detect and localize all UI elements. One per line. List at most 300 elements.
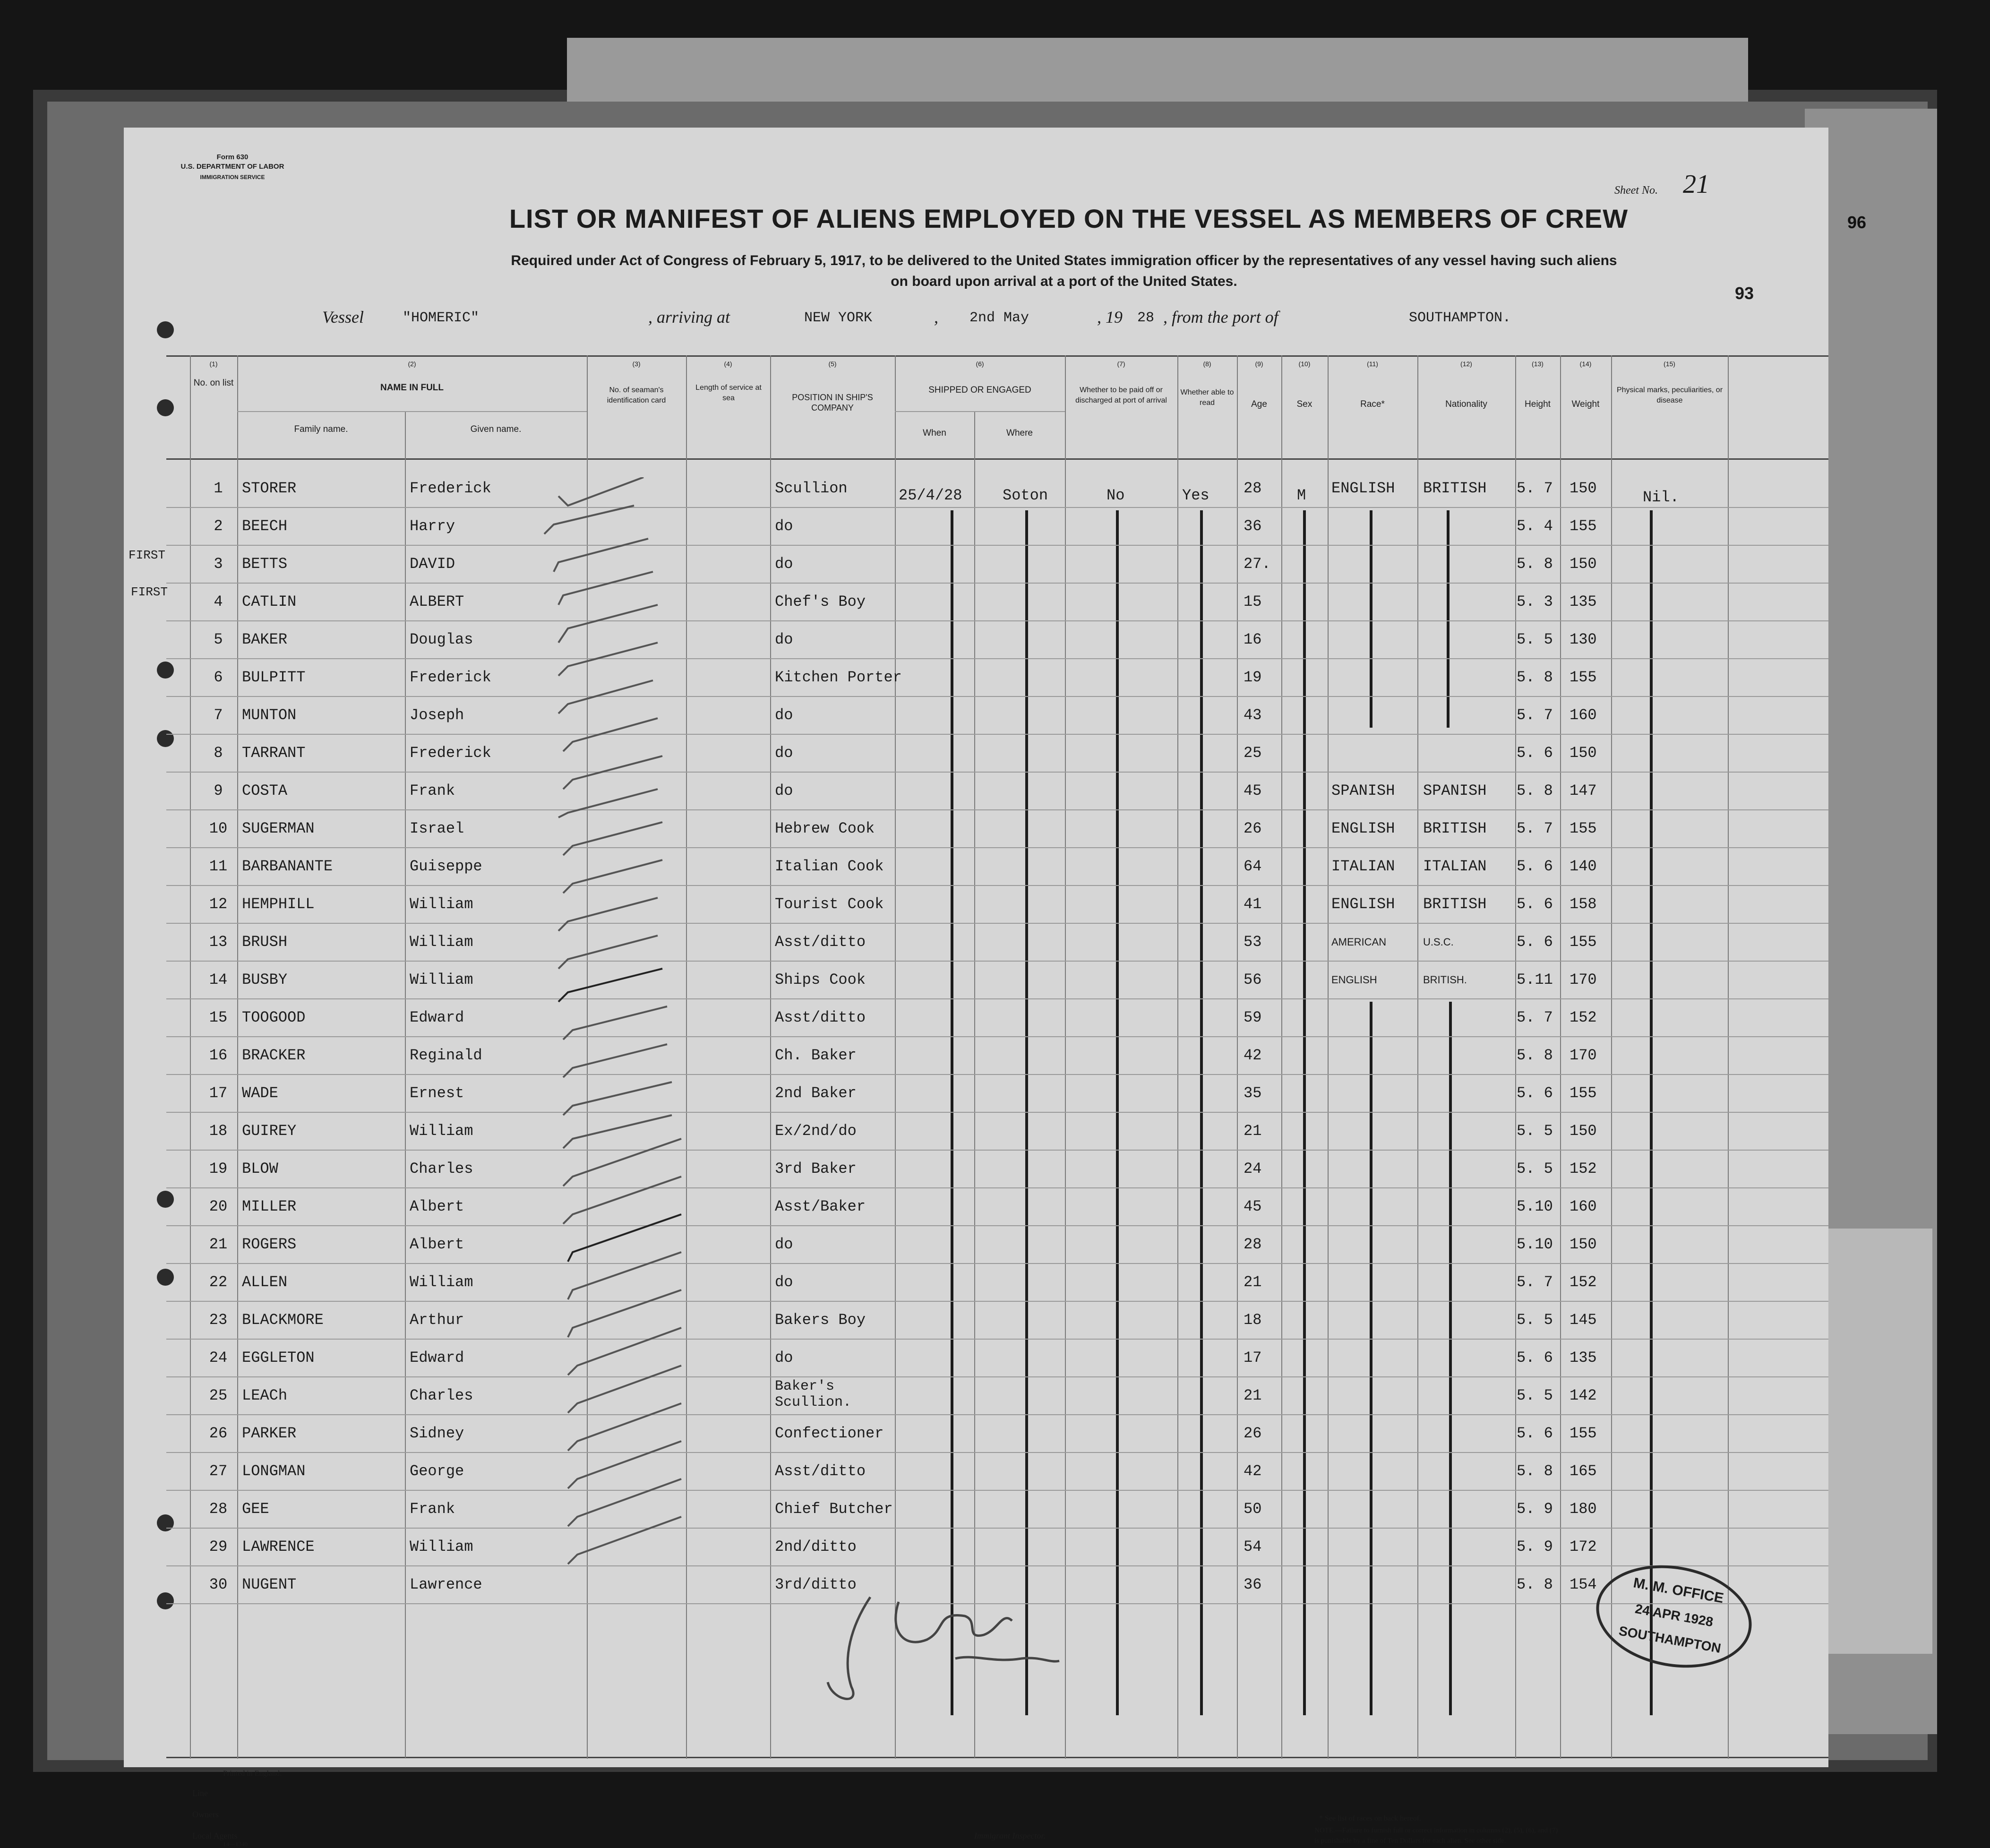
row-position: 3rd Baker bbox=[775, 1160, 857, 1178]
sheet-number: 21 bbox=[1683, 170, 1709, 199]
row-position: Italian Cook bbox=[775, 858, 884, 875]
col-number: (12) bbox=[1460, 360, 1472, 368]
row-rule bbox=[166, 1490, 1828, 1491]
row-family: COSTA bbox=[242, 782, 288, 799]
col-divider bbox=[1728, 355, 1729, 1759]
ditto-line bbox=[1370, 510, 1372, 728]
row-given: William bbox=[410, 1273, 473, 1291]
row-age: 35 bbox=[1244, 1084, 1262, 1102]
header-height: Height bbox=[1525, 399, 1551, 409]
row-age: 45 bbox=[1244, 1198, 1262, 1215]
row-given: Charles bbox=[410, 1160, 473, 1178]
row-position: Bakers Boy bbox=[775, 1311, 866, 1329]
header-where: Where bbox=[1006, 428, 1033, 438]
footer-agents-code: 14—1340 bbox=[223, 1840, 248, 1848]
row-race: SPANISH bbox=[1331, 782, 1395, 799]
row1-where: Soton bbox=[1003, 487, 1048, 504]
row-given: Guiseppe bbox=[410, 858, 482, 875]
row-no: 2 bbox=[214, 517, 223, 535]
row-weight: 150 bbox=[1570, 480, 1597, 497]
row-given: Edward bbox=[410, 1349, 464, 1367]
row-family: NUGENT bbox=[242, 1576, 297, 1593]
col-divider bbox=[1177, 355, 1178, 1759]
row-height: 5. 5 bbox=[1517, 631, 1553, 648]
row-no: 6 bbox=[214, 669, 223, 686]
manifest-sheet bbox=[124, 128, 1867, 1848]
department-name: U.S. DEPARTMENT OF LABOR bbox=[180, 163, 284, 171]
row-position: do bbox=[775, 782, 793, 799]
footer-note-star: * See list of races on back hereof. bbox=[1319, 1814, 1421, 1822]
row-family: MUNTON bbox=[242, 706, 297, 724]
row-weight: 155 bbox=[1570, 1425, 1597, 1442]
row-rule bbox=[166, 583, 1828, 584]
col-divider bbox=[974, 411, 975, 1758]
punch-hole bbox=[157, 1592, 174, 1609]
row-nationality: ITALIAN bbox=[1423, 858, 1487, 875]
row-height: 5. 6 bbox=[1517, 744, 1553, 762]
row-family: ROGERS bbox=[242, 1236, 297, 1253]
ditto-line bbox=[1200, 510, 1203, 1715]
row-family: CATLIN bbox=[242, 593, 297, 610]
row-age: 26 bbox=[1244, 1425, 1262, 1442]
row-family: BUSBY bbox=[242, 971, 288, 988]
row-no: 3 bbox=[214, 555, 223, 573]
row-height: 5. 5 bbox=[1517, 1122, 1553, 1140]
col-divider bbox=[1515, 355, 1516, 1759]
row-rule bbox=[166, 809, 1828, 810]
ditto-line bbox=[1449, 1002, 1452, 1715]
punch-hole bbox=[157, 730, 174, 747]
row-position: do bbox=[775, 555, 793, 573]
row-position: Chef's Boy bbox=[775, 593, 866, 610]
col-divider bbox=[1417, 355, 1418, 1759]
row-weight: 158 bbox=[1570, 895, 1597, 913]
service-name: IMMIGRATION SERVICE bbox=[200, 174, 265, 181]
name-subheader-rule bbox=[237, 411, 587, 412]
row-position: Scullion bbox=[775, 480, 848, 497]
row-position: do bbox=[775, 744, 793, 762]
row-height: 5. 6 bbox=[1517, 1425, 1553, 1442]
row-weight: 155 bbox=[1570, 669, 1597, 686]
departure-port: SOUTHAMPTON. bbox=[1409, 310, 1511, 326]
col-number: (2) bbox=[408, 360, 416, 368]
date-comma: , bbox=[934, 308, 938, 327]
row-height: 5. 8 bbox=[1517, 1047, 1553, 1064]
row-no: 25 bbox=[209, 1387, 228, 1404]
row-rule bbox=[166, 696, 1828, 697]
row-weight: 150 bbox=[1570, 1236, 1597, 1253]
row-family: TARRANT bbox=[242, 744, 306, 762]
row-height: 5. 5 bbox=[1517, 1311, 1553, 1329]
header-length-service: Length of service at sea bbox=[695, 384, 762, 402]
row-height: 5. 8 bbox=[1517, 1462, 1553, 1480]
row-no: 12 bbox=[209, 895, 228, 913]
row-height: 5. 6 bbox=[1517, 895, 1553, 913]
paper-stack-right-note bbox=[1819, 1229, 1932, 1654]
checkmarks bbox=[540, 477, 738, 1715]
row-no: 21 bbox=[209, 1236, 228, 1253]
row-rule bbox=[166, 847, 1828, 848]
row-height: 5. 8 bbox=[1517, 782, 1553, 799]
row-nationality: BRITISH. bbox=[1423, 974, 1467, 986]
col-number: (15) bbox=[1664, 360, 1675, 368]
row-position: Asst/ditto bbox=[775, 933, 866, 951]
row-family: LEACh bbox=[242, 1387, 288, 1404]
col-number: (6) bbox=[976, 360, 984, 368]
ditto-line bbox=[1447, 510, 1450, 728]
row-position: 3rd/ditto bbox=[775, 1576, 857, 1593]
margin-number-lower: 93 bbox=[1735, 284, 1754, 303]
row-given: Albert bbox=[410, 1236, 464, 1253]
shipped-subheader-rule bbox=[895, 411, 1065, 412]
row-race: ENGLISH bbox=[1331, 480, 1395, 497]
row-given: Charles bbox=[410, 1387, 473, 1404]
header-family-name: Family name. bbox=[294, 424, 348, 434]
stamp-line-3: SOUTHAMPTON bbox=[1617, 1623, 1722, 1656]
row-height: 5.10 bbox=[1517, 1198, 1553, 1215]
row-position: Chief Butcher bbox=[775, 1500, 893, 1518]
col-number: (7) bbox=[1117, 360, 1125, 368]
footer-line-label: Line bbox=[192, 1788, 208, 1798]
header-given-name: Given name. bbox=[470, 424, 522, 434]
row-given: William bbox=[410, 933, 473, 951]
row-no: 27 bbox=[209, 1462, 228, 1480]
row-nationality: SPANISH bbox=[1423, 782, 1487, 799]
row-weight: 155 bbox=[1570, 517, 1597, 535]
row-family: TOOGOOD bbox=[242, 1009, 306, 1026]
header-when: When bbox=[923, 428, 946, 438]
form-number: Form 630 bbox=[216, 153, 249, 161]
row-nationality: BRITISH bbox=[1423, 820, 1487, 837]
row-no: 11 bbox=[209, 858, 228, 875]
footer-owners-label: Owners bbox=[192, 1810, 219, 1819]
row-age: 45 bbox=[1244, 782, 1262, 799]
row-weight: 160 bbox=[1570, 1198, 1597, 1215]
row-height: 5. 7 bbox=[1517, 1009, 1553, 1026]
row-rule bbox=[166, 998, 1828, 999]
row-height: 5. 8 bbox=[1517, 669, 1553, 686]
page-title: LIST OR MANIFEST OF ALIENS EMPLOYED ON THE VESSEL AS MEMBERS OF CREW bbox=[509, 204, 1629, 233]
row-weight: 152 bbox=[1570, 1273, 1597, 1291]
row-rule bbox=[166, 507, 1828, 508]
row-given: Edward bbox=[410, 1009, 464, 1026]
row-rule bbox=[166, 1263, 1828, 1264]
row-age: 19 bbox=[1244, 669, 1262, 686]
row-given: Douglas bbox=[410, 631, 473, 648]
row-family: LAWRENCE bbox=[242, 1538, 315, 1556]
row-no: 5 bbox=[214, 631, 223, 648]
col-number: (10) bbox=[1298, 360, 1311, 368]
row-age: 24 bbox=[1244, 1160, 1262, 1178]
punch-hole bbox=[157, 399, 174, 416]
row-race: ENGLISH bbox=[1331, 895, 1395, 913]
col-divider bbox=[1611, 355, 1612, 1759]
row-given: Harry bbox=[410, 517, 455, 535]
punch-hole bbox=[157, 321, 174, 338]
subtitle-line-1: Required under Act of Congress of February 5, 1917, to be delivered to the United States immigration officer by the representatives of any vessel having such aliens bbox=[511, 253, 1617, 268]
row-age: 21 bbox=[1244, 1273, 1262, 1291]
row-race: ENGLISH bbox=[1331, 820, 1395, 837]
row-height: 5. 9 bbox=[1517, 1538, 1553, 1556]
row-height: 5. 7 bbox=[1517, 1273, 1553, 1291]
col-divider bbox=[237, 355, 238, 1759]
row-position: Asst/ditto bbox=[775, 1462, 866, 1480]
row-no: 30 bbox=[209, 1576, 228, 1593]
row-family: WADE bbox=[242, 1084, 278, 1102]
row-given: Sidney bbox=[410, 1425, 464, 1442]
row-family: MILLER bbox=[242, 1198, 297, 1215]
col-number: (13) bbox=[1532, 360, 1544, 368]
row-weight: 135 bbox=[1570, 593, 1597, 610]
row-weight: 155 bbox=[1570, 1084, 1597, 1102]
footer-note-line-2: is punishable by a fine of Ten Dollars for each alien. See other side. bbox=[1314, 1837, 1506, 1845]
row-age: 42 bbox=[1244, 1462, 1262, 1480]
row-weight: 155 bbox=[1570, 933, 1597, 951]
row-rule bbox=[166, 1376, 1828, 1377]
row-no: 22 bbox=[209, 1273, 228, 1291]
row-family: BETTS bbox=[242, 555, 288, 573]
row-weight: 165 bbox=[1570, 1462, 1597, 1480]
header-no-on-list: No. on list bbox=[193, 378, 234, 388]
row-weight: 160 bbox=[1570, 706, 1597, 724]
row-race: ITALIAN bbox=[1331, 858, 1395, 875]
arrival-date: 2nd May bbox=[969, 310, 1029, 326]
row-family: BARBANANTE bbox=[242, 858, 333, 875]
row-height: 5. 9 bbox=[1517, 1500, 1553, 1518]
row-rule bbox=[166, 1074, 1828, 1075]
row-rule bbox=[166, 1036, 1828, 1037]
header-id-card: No. of seaman's identification card bbox=[607, 386, 666, 404]
row-age: 41 bbox=[1244, 895, 1262, 913]
sheet-label: Sheet No. bbox=[1614, 184, 1658, 197]
col-number: (1) bbox=[209, 360, 218, 368]
row-age: 17 bbox=[1244, 1349, 1262, 1367]
punch-hole bbox=[157, 1269, 174, 1286]
stamp-date: 24 APR 1928 bbox=[1634, 1601, 1715, 1630]
row-no: 26 bbox=[209, 1425, 228, 1442]
row-height: 5. 5 bbox=[1517, 1160, 1553, 1178]
arriving-label: , arriving at bbox=[648, 308, 730, 327]
col-divider bbox=[895, 355, 896, 1759]
row-family: ALLEN bbox=[242, 1273, 288, 1291]
row-height: 5.10 bbox=[1517, 1236, 1553, 1253]
row-position: Asst/ditto bbox=[775, 1009, 866, 1026]
row-given: Ernest bbox=[410, 1084, 464, 1102]
row-weight: 170 bbox=[1570, 971, 1597, 988]
row-family: HEMPHILL bbox=[242, 895, 315, 913]
row-family: PARKER bbox=[242, 1425, 297, 1442]
col-number: (14) bbox=[1579, 360, 1592, 368]
row-weight: 147 bbox=[1570, 782, 1597, 799]
row-no: 28 bbox=[209, 1500, 228, 1518]
header-paid-off: Whether to be paid off or discharged at port of arrival bbox=[1075, 386, 1167, 404]
row-position: Tourist Cook bbox=[775, 895, 884, 913]
row-family: GUIREY bbox=[242, 1122, 297, 1140]
row-family: BRUSH bbox=[242, 933, 288, 951]
ditto-line bbox=[1650, 510, 1653, 1715]
row-weight: 180 bbox=[1570, 1500, 1597, 1518]
row-no: 16 bbox=[209, 1047, 228, 1064]
row-no: 15 bbox=[209, 1009, 228, 1026]
col-number: (11) bbox=[1367, 360, 1378, 368]
row-nationality: BRITISH bbox=[1423, 895, 1487, 913]
row-given: ALBERT bbox=[410, 593, 464, 610]
row-position: do bbox=[775, 631, 793, 648]
row-rule bbox=[166, 1187, 1828, 1188]
row-rule bbox=[166, 658, 1828, 659]
header-position: POSITION IN SHIP'S COMPANY bbox=[792, 393, 873, 413]
row-family: BRACKER bbox=[242, 1047, 306, 1064]
row-given: Joseph bbox=[410, 706, 464, 724]
row-no: 24 bbox=[209, 1349, 228, 1367]
row-position: Asst/Baker bbox=[775, 1198, 866, 1215]
row-height: 5. 4 bbox=[1517, 517, 1553, 535]
row-given: William bbox=[410, 1122, 473, 1140]
header-race: Race* bbox=[1360, 399, 1385, 409]
row-given: Frank bbox=[410, 1500, 455, 1518]
row-given: William bbox=[410, 895, 473, 913]
row-family: BULPITT bbox=[242, 669, 306, 686]
row-no: 14 bbox=[209, 971, 228, 988]
row-position: do bbox=[775, 1349, 793, 1367]
col-number: (9) bbox=[1255, 360, 1263, 368]
ditto-line bbox=[1303, 510, 1306, 1715]
row-height: 5. 5 bbox=[1517, 1387, 1553, 1404]
row-height: 5. 7 bbox=[1517, 706, 1553, 724]
row-rule bbox=[166, 620, 1828, 621]
table-bottom-border bbox=[166, 1757, 1828, 1758]
table-top-border bbox=[166, 355, 1828, 357]
row-rule bbox=[166, 1301, 1828, 1302]
col-divider bbox=[1065, 355, 1066, 1759]
row1-sex: M bbox=[1297, 487, 1306, 504]
row-height: 5.11 bbox=[1517, 971, 1553, 988]
row-family: BLOW bbox=[242, 1160, 278, 1178]
row-family: EGGLETON bbox=[242, 1349, 315, 1367]
row-age: 56 bbox=[1244, 971, 1262, 988]
subtitle-line-2: on board upon arrival at a port of the United States. bbox=[891, 274, 1237, 289]
row-weight: 154 bbox=[1570, 1576, 1597, 1593]
col-divider bbox=[190, 355, 191, 1759]
row-given: William bbox=[410, 1538, 473, 1556]
row-position: do bbox=[775, 1236, 793, 1253]
row-age: 15 bbox=[1244, 593, 1262, 610]
row-family: BLACKMORE bbox=[242, 1311, 324, 1329]
row-rule bbox=[166, 1528, 1828, 1529]
header-sex: Sex bbox=[1296, 399, 1312, 409]
row-rule bbox=[166, 545, 1828, 546]
row-position: Hebrew Cook bbox=[775, 820, 875, 837]
col-divider bbox=[405, 411, 406, 1758]
col-number: (5) bbox=[828, 360, 837, 368]
row-age: 36 bbox=[1244, 1576, 1262, 1593]
row-position: Ex/2nd/do bbox=[775, 1122, 857, 1140]
row-no: 8 bbox=[214, 744, 223, 762]
row-given: William bbox=[410, 971, 473, 988]
arrival-year: 28 bbox=[1137, 310, 1155, 326]
col-number: (3) bbox=[632, 360, 641, 368]
row-position: Baker's Scullion. bbox=[775, 1378, 852, 1410]
row-rule bbox=[166, 1565, 1828, 1566]
row-no: 9 bbox=[214, 782, 223, 799]
row-weight: 142 bbox=[1570, 1387, 1597, 1404]
row-height: 5. 8 bbox=[1517, 555, 1553, 573]
header-able-read: Whether able to read bbox=[1180, 388, 1234, 407]
punch-hole bbox=[157, 1514, 174, 1531]
margin-note-first: FIRST bbox=[129, 548, 166, 562]
footer-note-line-1: NOTE.—Failure to furnish full or correct information in columns (2), (5), (6), and (7) bbox=[1314, 1827, 1558, 1834]
vessel-name: "HOMERIC" bbox=[403, 310, 480, 326]
row-age: 28 bbox=[1244, 1236, 1262, 1253]
row-age: 21 bbox=[1244, 1122, 1262, 1140]
row-height: 5. 6 bbox=[1517, 1349, 1553, 1367]
header-weight: Weight bbox=[1571, 399, 1600, 409]
row-rule bbox=[166, 1414, 1828, 1415]
row-family: STORER bbox=[242, 480, 297, 497]
row-age: 26 bbox=[1244, 820, 1262, 837]
row-position: do bbox=[775, 1273, 793, 1291]
row-position: Ships Cook bbox=[775, 971, 866, 988]
row-age: 64 bbox=[1244, 858, 1262, 875]
row1-read: Yes bbox=[1182, 487, 1209, 504]
year-prefix: , 19 bbox=[1097, 308, 1123, 327]
row-no: 19 bbox=[209, 1160, 228, 1178]
row-position: do bbox=[775, 706, 793, 724]
row-given: Frank bbox=[410, 782, 455, 799]
col-number: (8) bbox=[1203, 360, 1211, 368]
row-given: Reginald bbox=[410, 1047, 482, 1064]
row-position: do bbox=[775, 517, 793, 535]
row1-when: 25/4/28 bbox=[899, 487, 962, 504]
footer-agents-label: Local Agents bbox=[192, 1831, 238, 1840]
row-weight: 152 bbox=[1570, 1160, 1597, 1178]
row-given: DAVID bbox=[410, 555, 455, 573]
row-position: Kitchen Porter bbox=[775, 669, 902, 686]
row-weight: 135 bbox=[1570, 1349, 1597, 1367]
row-age: 21 bbox=[1244, 1387, 1262, 1404]
row-position: 2nd/ditto bbox=[775, 1538, 857, 1556]
row-rule bbox=[166, 1112, 1828, 1113]
header-physical-marks: Physical marks, peculiarities, or disease bbox=[1616, 386, 1723, 404]
row-rule bbox=[166, 885, 1828, 886]
row-no: 4 bbox=[214, 593, 223, 610]
row-given: Israel bbox=[410, 820, 464, 837]
row-age: 25 bbox=[1244, 744, 1262, 762]
office-stamp bbox=[1588, 1554, 1760, 1679]
row-age: 18 bbox=[1244, 1311, 1262, 1329]
punch-hole bbox=[157, 662, 174, 679]
row-age: 27. bbox=[1244, 555, 1271, 573]
row-rule bbox=[166, 961, 1828, 962]
margin-number-top: 96 bbox=[1847, 213, 1867, 232]
header-shipped: SHIPPED OR ENGAGED bbox=[928, 385, 1031, 395]
row-age: 53 bbox=[1244, 933, 1262, 951]
row-weight: 172 bbox=[1570, 1538, 1597, 1556]
row-no: 20 bbox=[209, 1198, 228, 1215]
row-rule bbox=[166, 1339, 1828, 1340]
row-weight: 150 bbox=[1570, 744, 1597, 762]
row-given: Frederick bbox=[410, 669, 491, 686]
col-divider bbox=[1560, 355, 1561, 1759]
row-no: 1 bbox=[214, 480, 223, 497]
row-position: 2nd Baker bbox=[775, 1084, 857, 1102]
row-weight: 170 bbox=[1570, 1047, 1597, 1064]
ditto-line bbox=[951, 510, 953, 1715]
vessel-label: Vessel bbox=[322, 308, 364, 327]
table-header-bottom bbox=[166, 458, 1828, 460]
row-weight: 130 bbox=[1570, 631, 1597, 648]
row-no: 7 bbox=[214, 706, 223, 724]
